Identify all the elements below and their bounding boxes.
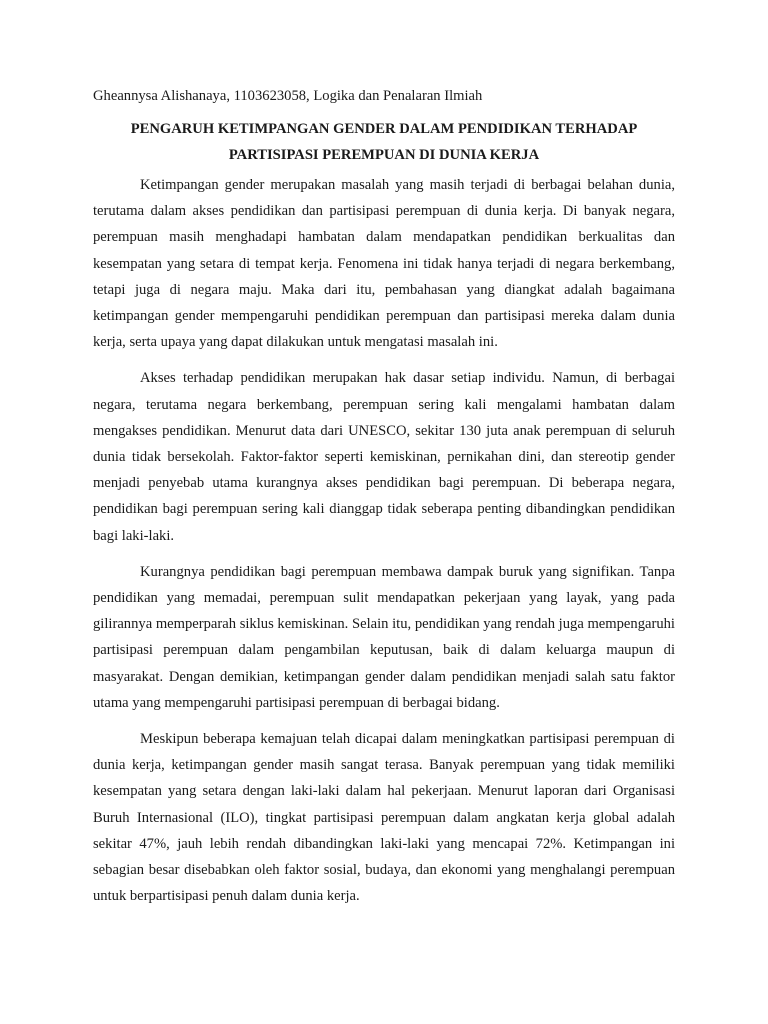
title-line-1: PENGARUH KETIMPANGAN GENDER DALAM PENDIDIKAN TERHADAP: [130, 121, 638, 137]
document-title: [93, 116, 675, 168]
paragraph-2: Akses terhadap pendidikan merupakan hak dasar setiap individu. Namun, di berbagai negara, terutama negara berkembang, perempuan sering kali mengalami hambatan dalam mengakses pendidikan. Menurut data dari UNESCO, sekitar 130 juta anak perempuan di seluruh dunia tidak bersekolah. Faktor-faktor seperti kemiskinan, pernikahan dini, dan stereotip gender menjadi penyebab utama kurangnya akses pendidikan bagi perempuan. Di beberapa negara, pendidikan bagi perempuan sering kali dianggap tidak seberapa penting dibandingkan pendidikan bagi laki-laki.: [93, 370, 675, 544]
author-line: Gheannysa Alishanaya, 1103623058, Logika dan Penalaran Ilmiah: [93, 88, 483, 104]
paragraph-1: Ketimpangan gender merupakan masalah yang masih terjadi di berbagai belahan dunia, terutama dalam akses pendidikan dan partisipasi perempuan di dunia kerja. Di banyak negara, perempuan masih menghadapi hambatan dalam mendapatkan pendidikan berkualitas dan kesempatan yang setara di tempat kerja. Fenomena ini tidak hanya terjadi di negara berkembang, tetapi juga di negara maju. Maka dari itu, pembahasan yang diangkat adalah bagaimana ketimpangan gender mempengaruhi pendidikan perempuan dan partisipasi mereka dalam dunia kerja, serta upaya yang dapat dilakukan untuk mengatasi masalah ini.: [93, 177, 675, 351]
paragraph-4: Meskipun beberapa kemajuan telah dicapai dalam meningkatkan partisipasi perempuan di dunia kerja, ketimpangan gender masih sangat terasa. Banyak perempuan yang tidak memiliki kesempatan yang setara dengan laki-laki dalam hal pekerjaan. Menurut laporan dari Organisasi Buruh Internasional (ILO), tingkat partisipasi perempuan dalam angkatan kerja global adalah sekitar 47%, jauh lebih rendah dibandingkan laki-laki yang mencapai 72%. Ketimpangan ini sebagian besar disebabkan oleh faktor sosial, budaya, dan ekonomi yang menghalangi perempuan untuk berpartisipasi penuh dalam dunia kerja.: [93, 731, 675, 905]
title-line-2: PARTISIPASI PEREMPUAN DI DUNIA KERJA: [228, 147, 540, 163]
document-body: [93, 86, 675, 919]
paragraph-3: Kurangnya pendidikan bagi perempuan membawa dampak buruk yang signifikan. Tanpa pendidikan yang memadai, perempuan sulit mendapatkan pekerjaan yang layak, yang pada gilirannya memperparah siklus kemiskinan. Selain itu, pendidikan yang rendah juga mempengaruhi partisipasi perempuan dalam pengambilan keputusan, baik di dalam keluarga maupun di masyarakat. Dengan demikian, ketimpangan gender dalam pendidikan menjadi salah satu faktor utama yang mempengaruhi partisipasi perempuan di berbagai bidang.: [93, 563, 675, 711]
